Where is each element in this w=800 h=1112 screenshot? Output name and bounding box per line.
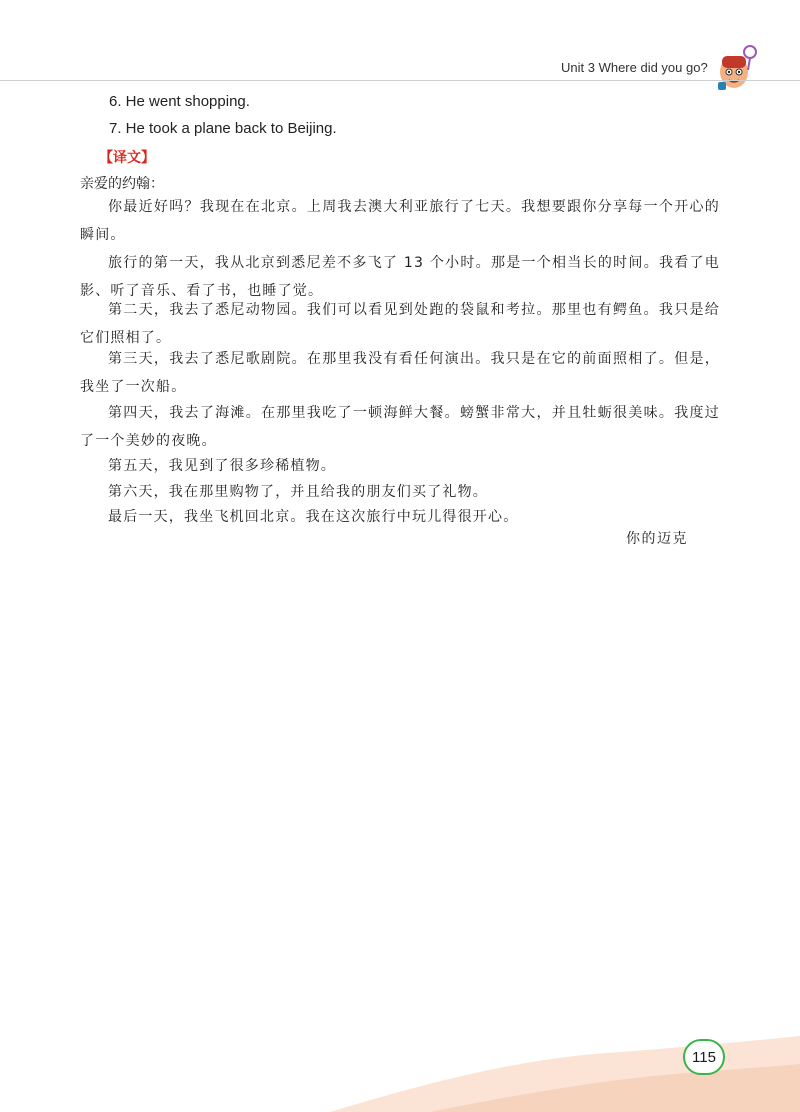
letter-paragraph: 最后一天，我坐飞机回北京。我在这次旅行中玩儿得很开心。 [108, 509, 519, 525]
header-divider [0, 80, 800, 81]
footer-wave [0, 1000, 800, 1112]
letter-paragraph: 第二天，我去了悉尼动物园。我们可以看见到处跑的袋鼠和考拉。那里也有鳄鱼。我只是给它们照相了。 [80, 302, 720, 346]
answer-line: 7. He took a plane back to Beijing. [109, 120, 337, 137]
translation-section-tag: 【译文】 [99, 150, 155, 166]
letter-salutation: 亲爱的约翰： [80, 176, 164, 192]
page-header [0, 0, 800, 82]
letter-paragraph: 第六天，我在那里购物了，并且给我的朋友们买了礼物。 [108, 484, 488, 500]
letter-paragraph: 旅行的第一天，我从北京到悉尼差不多飞了 13 个小时。那是一个相当长的时间。我看了电影、听了音乐、看了书，也睡了觉。 [80, 255, 720, 299]
letter-paragraph: 你最近好吗？我现在在北京。上周我去澳大利亚旅行了七天。我想要跟你分享每一个开心的瞬间。 [80, 199, 720, 243]
unit-title: Unit 3 Where did you go? [561, 60, 708, 75]
traveler-mascot-icon [712, 42, 760, 92]
letter-paragraph: 第四天，我去了海滩。在那里我吃了一顿海鲜大餐。螃蟹非常大，并且牡蛎很美味。我度过了一个美妙的夜晚。 [80, 405, 720, 449]
page-number-badge: 115 [683, 1039, 725, 1075]
letter-paragraph: 第五天，我见到了很多珍稀植物。 [108, 458, 336, 474]
answer-line: 6. He went shopping. [109, 93, 250, 110]
letter-paragraph: 第三天，我去了悉尼歌剧院。在那里我没有看任何演出。我只是在它的前面照相了。但是，我坐了一次船。 [80, 351, 720, 395]
letter-signature: 你的迈克 [626, 531, 688, 547]
